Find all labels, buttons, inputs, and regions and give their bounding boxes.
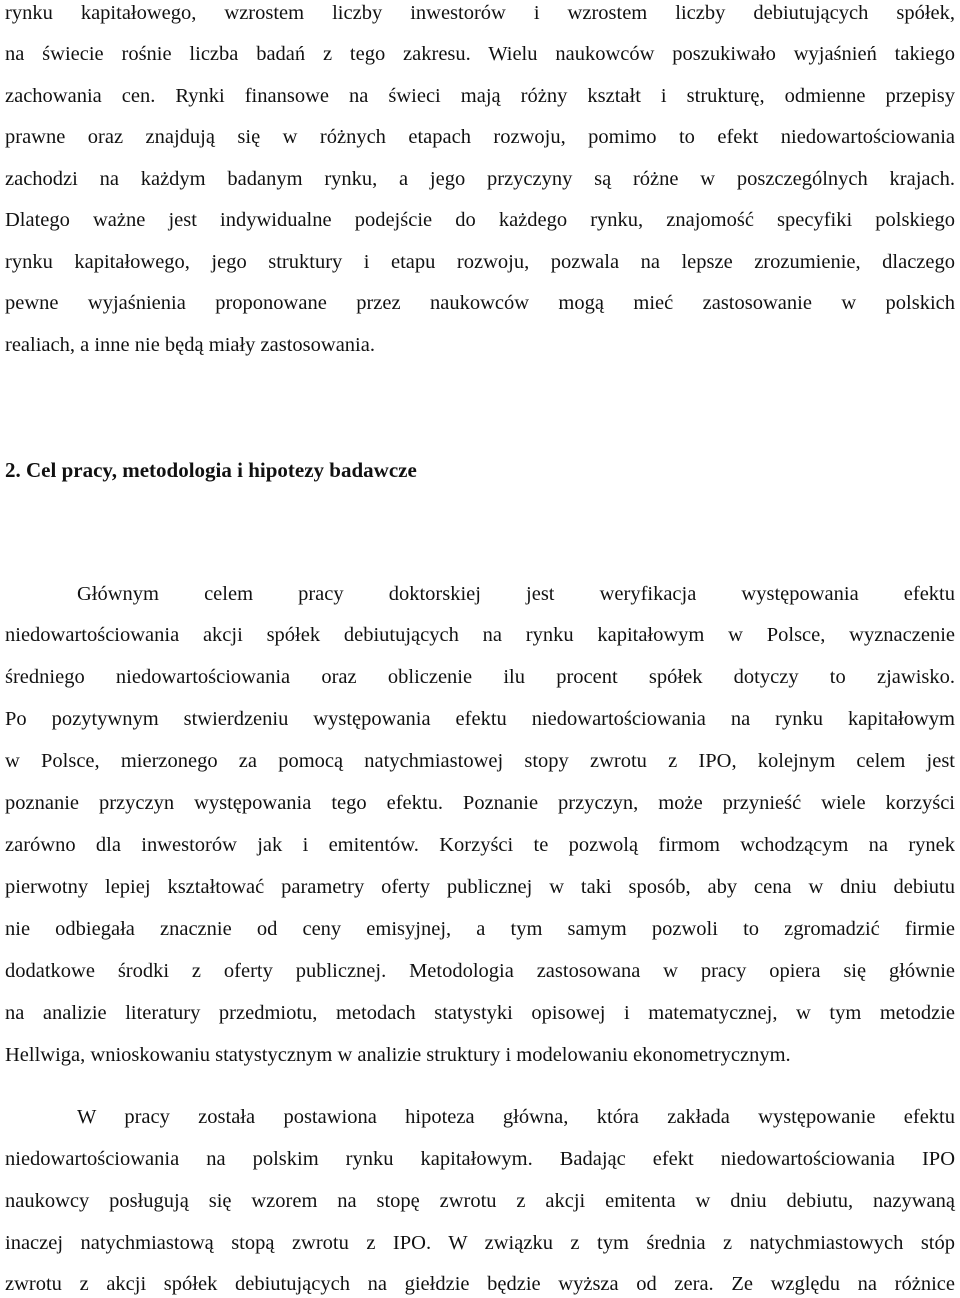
text-line: W pracy została postawiona hipoteza główna, która zakłada występowanie efektu: [77, 1106, 955, 1128]
text-line: pierwotny lepiej kształtować parametry oferty publicznej w taki sposób, aby cena w dniu debiutu: [5, 876, 955, 898]
text-line: prawne oraz znajdują się w różnych etapach rozwoju, pomimo to efekt niedowartościowania: [5, 126, 955, 148]
text-line: Hellwiga, wnioskowaniu statystycznym w analizie struktury i modelowaniu ekonometrycznym.: [5, 1044, 791, 1066]
text-line: niedowartościowania na polskim rynku kapitałowym. Badając efekt niedowartościowania IPO: [5, 1148, 955, 1170]
text-line: Dlatego ważne jest indywidualne podejście do każdego rynku, znajomość specyfiki polskiego: [5, 209, 955, 231]
text-line: Głównym celem pracy doktorskiej jest weryfikacja występowania efektu: [77, 583, 955, 605]
text-line: średniego niedowartościowania oraz obliczenie ilu procent spółek dotyczy to zjawisko.: [5, 666, 955, 688]
text-line: Po pozytywnym stwierdzeniu występowania efektu niedowartościowania na rynku kapitałowym: [5, 708, 955, 730]
section-heading: 2. Cel pracy, metodologia i hipotezy badawcze: [5, 458, 417, 482]
text-line: na świecie rośnie liczba badań z tego zakresu. Wielu naukowców poszukiwało wyjaśnień takiego: [5, 43, 955, 65]
text-line: pewne wyjaśnienia proponowane przez naukowców mogą mieć zastosowanie w polskich: [5, 292, 955, 314]
text-line: rynku kapitałowego, wzrostem liczby inwestorów i wzrostem liczby debiutujących spółek,: [5, 2, 955, 24]
text-line: nie odbiegała znacznie od ceny emisyjnej, a tym samym pozwoli to zgromadzić firmie: [5, 918, 955, 940]
text-line: zachodzi na każdym badanym rynku, a jego przyczyny są różne w poszczególnych krajach.: [5, 168, 955, 190]
text-line: niedowartościowania akcji spółek debiutujących na rynku kapitałowym w Polsce, wyznaczenie: [5, 624, 955, 646]
text-line: w Polsce, mierzonego za pomocą natychmiastowej stopy zwrotu z IPO, kolejnym celem jest: [5, 750, 955, 772]
text-line: zachowania cen. Rynki finansowe na świeci mają różny kształt i strukturę, odmienne przepisy: [5, 85, 955, 107]
text-line: na analizie literatury przedmiotu, metodach statystyki opisowej i matematycznej, w tym metodzie: [5, 1002, 955, 1024]
text-line: zarówno dla inwestorów jak i emitentów. Korzyści te pozwolą firmom wchodzącym na rynek: [5, 834, 955, 856]
text-line: realiach, a inne nie będą miały zastosowania.: [5, 334, 375, 356]
text-line: dodatkowe środki z oferty publicznej. Metodologia zastosowana w pracy opiera się głównie: [5, 960, 955, 982]
text-line: inaczej natychmiastową stopą zwrotu z IPO. W związku z tym średnia z natychmiastowych stóp: [5, 1232, 955, 1254]
text-line: rynku kapitałowego, jego struktury i etapu rozwoju, pozwala na lepsze zrozumienie, dlaczego: [5, 251, 955, 273]
text-line: zwrotu z akcji spółek debiutujących na giełdzie będzie wyższa od zera. Ze względu na różnice: [5, 1273, 955, 1295]
text-line: poznanie przyczyn występowania tego efektu. Poznanie przyczyn, może przynieść wiele korzyści: [5, 792, 955, 814]
text-line: naukowcy posługują się wzorem na stopę zwrotu z akcji emitenta w dniu debiutu, nazywaną: [5, 1190, 955, 1212]
